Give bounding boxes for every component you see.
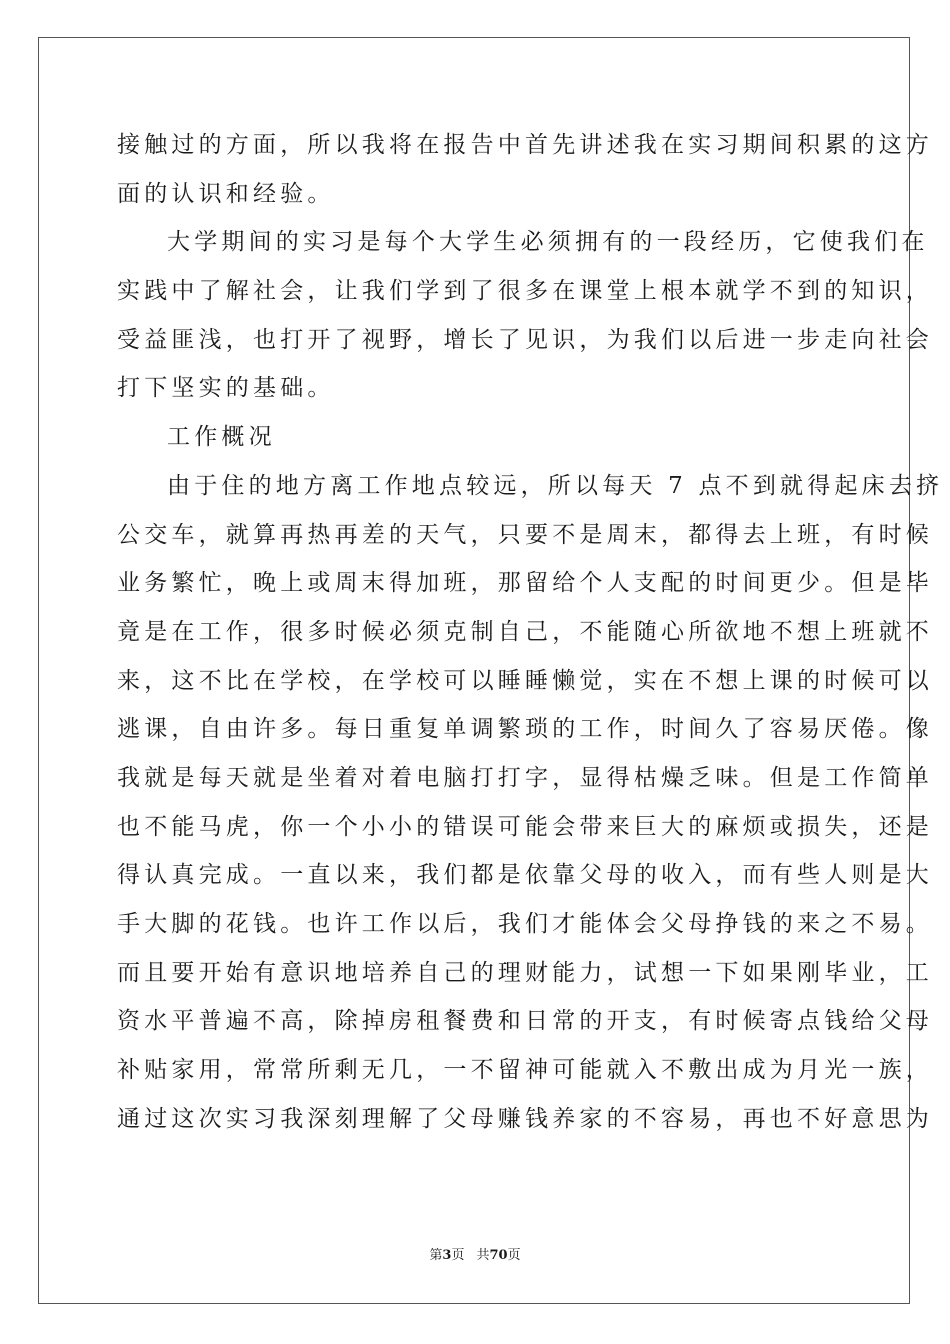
text-line: 得认真完成。一直以来，我们都是依靠父母的收入，而有些人则是大 — [117, 862, 933, 889]
page-footer — [0, 1244, 950, 1263]
text-line: 实践中了解社会，让我们学到了很多在课堂上根本就学不到的知识， — [117, 278, 933, 305]
page-prefix: 第 — [429, 1248, 443, 1263]
text-line: 资水平普遍不高，除掉房租餐费和日常的开支，有时候寄点钱给父母 — [117, 1008, 933, 1035]
text-line: 竟是在工作，很多时候必须克制自己，不能随心所欲地不想上班就不 — [117, 618, 933, 645]
total-pages: 70 — [489, 1248, 508, 1263]
text-line: 我就是每天就是坐着对着电脑打打字，显得枯燥乏味。但是工作简单 — [117, 764, 933, 791]
document-body — [117, 121, 944, 1143]
text-line: 手大脚的花钱。也许工作以后，我们才能体会父母挣钱的来之不易。 — [117, 911, 933, 937]
section-heading: 工作概况 — [167, 424, 276, 451]
text-line: 由于住的地方离工作地点较远，所以每天 7 点不到就得起床去挤 — [167, 472, 944, 499]
text-line: 也不能马虎，你一个小小的错误可能会带来巨大的麻烦或损失，还是 — [117, 813, 933, 840]
total-prefix: 共 — [476, 1248, 490, 1263]
page-number: 3 — [442, 1248, 452, 1263]
total-suffix: 页 — [507, 1248, 521, 1263]
text-line: 逃课，自由许多。每日重复单调繁琐的工作，时间久了容易厌倦。像 — [117, 716, 933, 743]
text-line: 补贴家用，常常所剩无几，一不留神可能就入不敷出成为月光一族， — [117, 1057, 933, 1084]
text-line: 受益匪浅，也打开了视野，增长了见识，为我们以后进一步走向社会 — [117, 326, 933, 353]
text-line: 业务繁忙，晚上或周末得加班，那留给个人支配的时间更少。但是毕 — [117, 570, 933, 597]
text-line: 面的认识和经验。 — [117, 180, 335, 207]
text-line: 通过这次实习我深刻理解了父母赚钱养家的不容易，再也不好意思为 — [117, 1105, 933, 1132]
text-line: 而且要开始有意识地培养自己的理财能力，试想一下如果刚毕业，工 — [117, 959, 933, 986]
page-suffix: 页 — [451, 1248, 465, 1263]
text-line: 打下坚实的基础。 — [117, 375, 335, 402]
text-line: 公交车，就算再热再差的天气，只要不是周末，都得去上班，有时候 — [117, 521, 933, 548]
text-line: 接触过的方面，所以我将在报告中首先讲述我在实习期间积累的这方 — [117, 132, 933, 158]
text-line: 来，这不比在学校，在学校可以睡睡懒觉，实在不想上课的时候可以 — [117, 667, 933, 694]
text-line: 大学期间的实习是每个大学生必须拥有的一段经历，它使我们在 — [167, 229, 929, 256]
